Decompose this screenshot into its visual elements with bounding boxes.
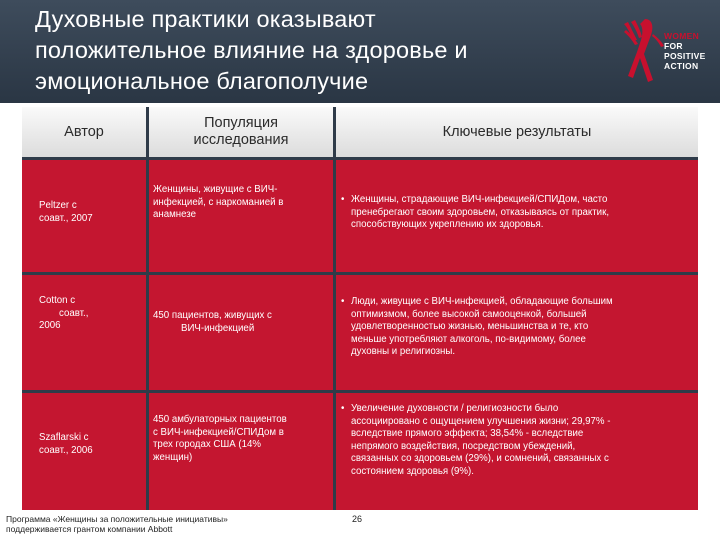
cell-line: ВИЧ-инфекцией [181,322,255,334]
cell-line: соавт., 2007 [39,212,93,224]
cell-line: инфекцией, с наркоманией в [153,196,284,208]
cell-line: связанных со здоровьем (29%), и сомнений, связанных с [351,453,609,464]
logo-text-line: ACTION [664,61,699,71]
table-row-2-results [336,275,698,390]
table-row-1-author [22,160,146,272]
header-results [336,107,698,157]
table-row-3-results [336,393,698,510]
cell-line: с ВИЧ-инфекцией/СПИДом в [153,426,284,438]
header-results-label: Ключевые результаты [442,123,592,140]
logo-wordmark [664,31,706,71]
header-author [22,107,146,157]
logo-text-line: POSITIVE [664,51,706,61]
cell-line: соавт., [59,307,89,319]
cell-line: способствующих укреплению их здоровья. [351,219,544,230]
result-bullet-item [341,194,690,232]
table-row-3-population [149,393,333,510]
cell-line: 450 амбулаторных пациентов [153,414,287,425]
table-row-1-results [336,160,698,272]
table-row-2-population [149,275,333,390]
cell-line: вследствие прямого эффекта; 38,54% - вследствие [351,428,584,439]
cell-line: Cotton с [39,295,76,306]
cell-line: Женщины, страдающие ВИЧ-инфекцией/СПИДом, часто [351,194,608,205]
cell-line: 2006 [39,320,61,331]
cell-line: оптимизмом, более высокой самооценкой, большей [351,308,587,320]
title-line: положительное влияние на здоровье и [35,37,468,63]
table-row-2-author [22,275,146,390]
result-bullet-item [341,403,690,478]
cell-line: Люди, живущие с ВИЧ-инфекцией, обладающие большим [351,296,613,307]
cell-line: состоянием здоровья (9%). [351,465,474,477]
bullet-marker: • [341,296,345,307]
cell-line: Peltzer с [39,200,77,211]
cell-line: анамнезе [153,209,197,220]
header-population-line: исследования [193,132,289,148]
cell-line: пренебрегают своим здоровьем, отказываясь от практик, [351,206,610,218]
result-bullet-item [341,296,690,359]
cell-line: Женщины, живущие с ВИЧ- [153,184,278,195]
bullet-marker: • [341,194,345,205]
cell-line: трех городах США (14% [153,439,262,450]
slide-title [35,4,595,97]
logo-text-line: WOMEN [664,31,700,41]
header-author-label: Автор [64,123,104,140]
page-number: 26 [352,514,363,524]
footer-line: Программа «Женщины за положительные инициативы» [6,514,228,524]
cell-line: Szaflarski с [39,432,89,443]
table-row-1-population [149,160,333,272]
bullet-marker: • [341,403,345,414]
title-line: эмоциональное благополучие [35,68,369,94]
logo-text-line: FOR [664,41,683,51]
title-line: Духовные практики оказывают [35,6,376,32]
header-population [149,107,333,157]
cell-line: духовны и религиозны. [351,346,456,357]
table-row-3-author [22,393,146,510]
cell-line: соавт., 2006 [39,444,93,456]
footer-sponsor-note [6,514,228,534]
cell-line: удовлетворенностью жизнью, меньшинства и те, кто [351,321,589,332]
cell-line: Увеличение духовности / религиозности было [351,403,559,414]
studies-table [22,107,698,510]
cell-line: 450 пациентов, живущих с [153,310,272,321]
cell-line: непрямого воздействия, посредством убеждений, [351,440,576,452]
footer-line: поддерживается грантом компании Abbott [6,524,173,534]
cell-line: меньше употребляют алкоголь, по-видимому, более [351,333,586,345]
header-population-line: Популяция [204,115,278,131]
cell-line: женщин) [153,451,193,463]
cell-line: ассоциировано с ощущением улучшения жизни; 29,97% - [351,415,611,427]
